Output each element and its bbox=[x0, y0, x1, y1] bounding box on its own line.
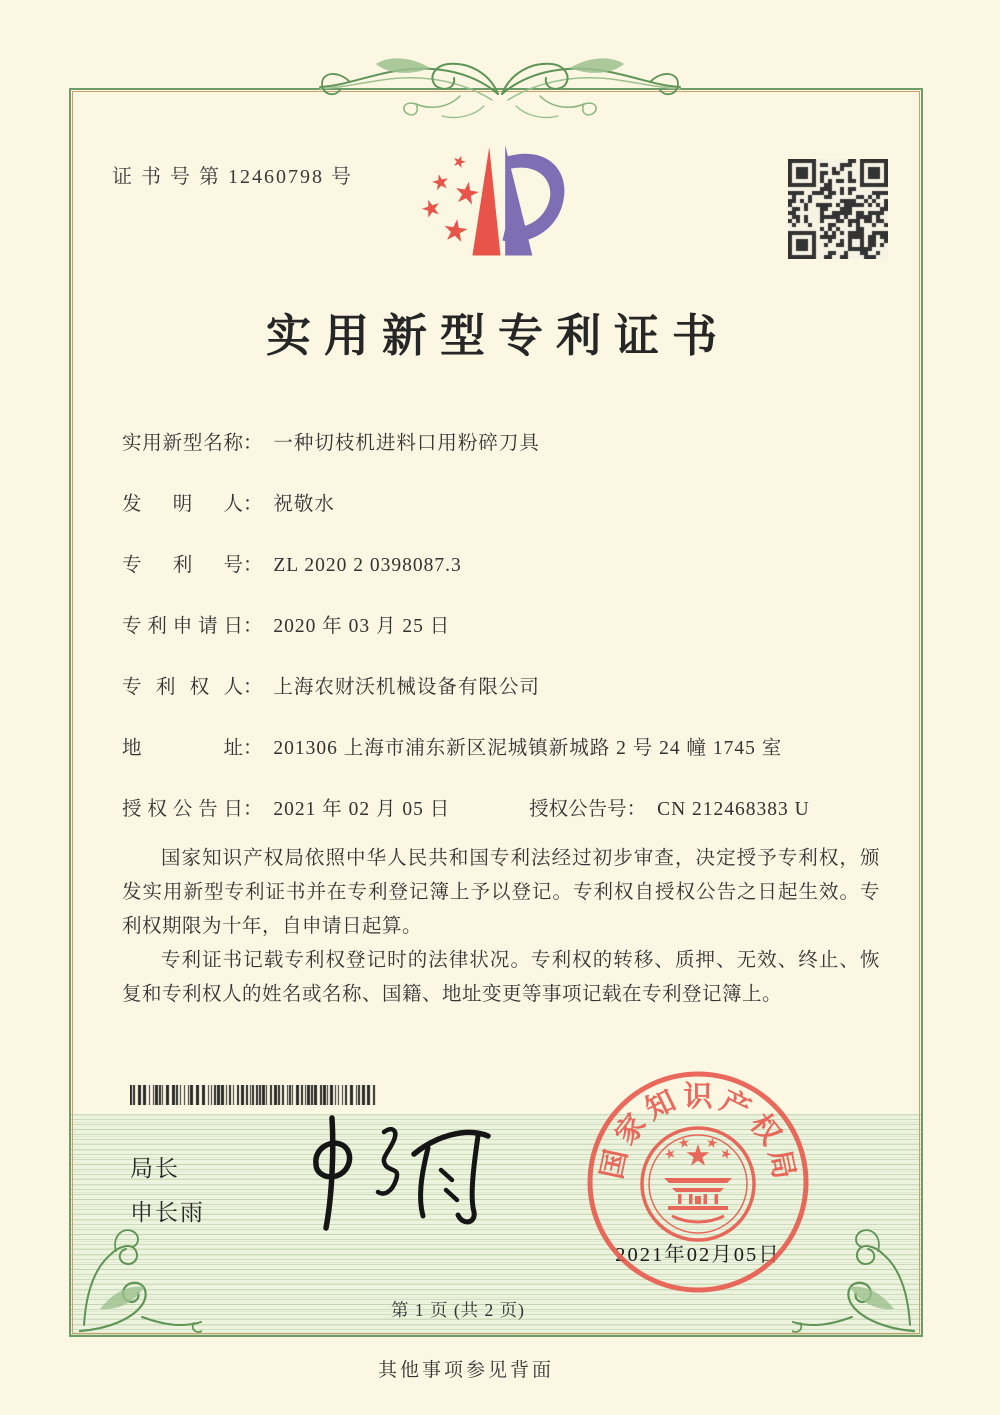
colon: ： bbox=[243, 433, 263, 454]
qr-code-icon bbox=[788, 159, 888, 259]
field-value: 2021 年 02 月 05 日 bbox=[273, 799, 451, 820]
seal-char: 产 bbox=[715, 1084, 756, 1127]
body-paragraph-1: 国家知识产权局依照中华人民共和国专利法经过初步审查，决定授予专利权，颁发实用新型专利证书并在专利登记簿上予以登记。专利权自授权公告之日起生效。专利权期限为十年，自申请日起算。 bbox=[122, 848, 880, 937]
certificate-title: 实用新型专利证书 bbox=[265, 311, 730, 361]
legal-text bbox=[122, 842, 880, 1012]
seal-char: 识 bbox=[683, 1081, 713, 1113]
seal-char: 局 bbox=[762, 1146, 800, 1182]
field-value: 2020 年 03 月 25 日 bbox=[273, 616, 451, 637]
field-label: 发明人 bbox=[122, 494, 243, 515]
seal-char: 权 bbox=[743, 1108, 787, 1151]
page-number: 第 1 页 (共 2 页) bbox=[390, 1300, 526, 1320]
barcode-icon bbox=[130, 1085, 378, 1105]
field-label: 实用新型名称 bbox=[122, 433, 243, 454]
field-row-name bbox=[122, 430, 810, 457]
colon: ： bbox=[243, 677, 263, 698]
national-emblem-icon bbox=[642, 1128, 754, 1240]
body-paragraph-2: 专利证书记载专利权登记时的法律状况。专利权的转移、质押、无效、终止、恢复和专利权人的姓名或名称、国籍、地址变更等事项记载在专利登记簿上。 bbox=[122, 950, 880, 1005]
field-row-inventor bbox=[122, 491, 810, 518]
colon: ： bbox=[243, 494, 263, 515]
field-row-filing-date bbox=[122, 613, 810, 640]
handwritten-signature-icon bbox=[286, 1110, 526, 1235]
field-label: 专利号 bbox=[122, 555, 243, 576]
field-value: 上海农财沃机械设备有限公司 bbox=[273, 677, 540, 698]
field-list bbox=[122, 430, 810, 857]
colon: ： bbox=[243, 738, 263, 759]
colon: ： bbox=[626, 799, 647, 820]
director-title: 局长 bbox=[130, 1155, 180, 1181]
seal-date: 2021年02月05日 bbox=[615, 1244, 781, 1266]
field-row-patentee bbox=[122, 674, 810, 701]
field-label: 地址 bbox=[122, 738, 243, 759]
field-label: 专利权人 bbox=[122, 677, 243, 698]
seal-char: 知 bbox=[640, 1084, 681, 1127]
colon: ： bbox=[243, 555, 263, 576]
top-scroll-ornament-icon bbox=[308, 52, 692, 144]
cnipa-logo-icon bbox=[418, 145, 568, 278]
field-value-grant-no: CN 212468383 U bbox=[657, 799, 810, 820]
field-value: ZL 2020 2 0398087.3 bbox=[273, 555, 462, 576]
seal-char: 家 bbox=[609, 1108, 653, 1151]
field-value: 祝敬水 bbox=[273, 494, 335, 515]
colon: ： bbox=[243, 616, 263, 637]
field-value: 201306 上海市浦东新区泥城镇新城路 2 号 24 幢 1745 室 bbox=[273, 738, 783, 759]
back-side-note: 其他事项参见背面 bbox=[377, 1360, 554, 1381]
seal-char: 国 bbox=[596, 1146, 634, 1182]
field-value: 一种切枝机进料口用粉碎刀具 bbox=[273, 433, 540, 454]
certificate-number: 证 书 号 第 12460798 号 bbox=[112, 166, 353, 188]
field-row-patent-no bbox=[122, 552, 810, 579]
field-label: 专利申请日 bbox=[122, 616, 243, 637]
field-row-grant bbox=[122, 796, 810, 823]
colon: ： bbox=[243, 799, 263, 820]
director-name: 申长雨 bbox=[130, 1199, 205, 1225]
official-seal-icon bbox=[582, 1066, 814, 1298]
field-label: 授权公告日 bbox=[122, 799, 243, 820]
field-row-address bbox=[122, 735, 810, 762]
field-label-grant-no: 授权公告号： bbox=[529, 799, 647, 820]
